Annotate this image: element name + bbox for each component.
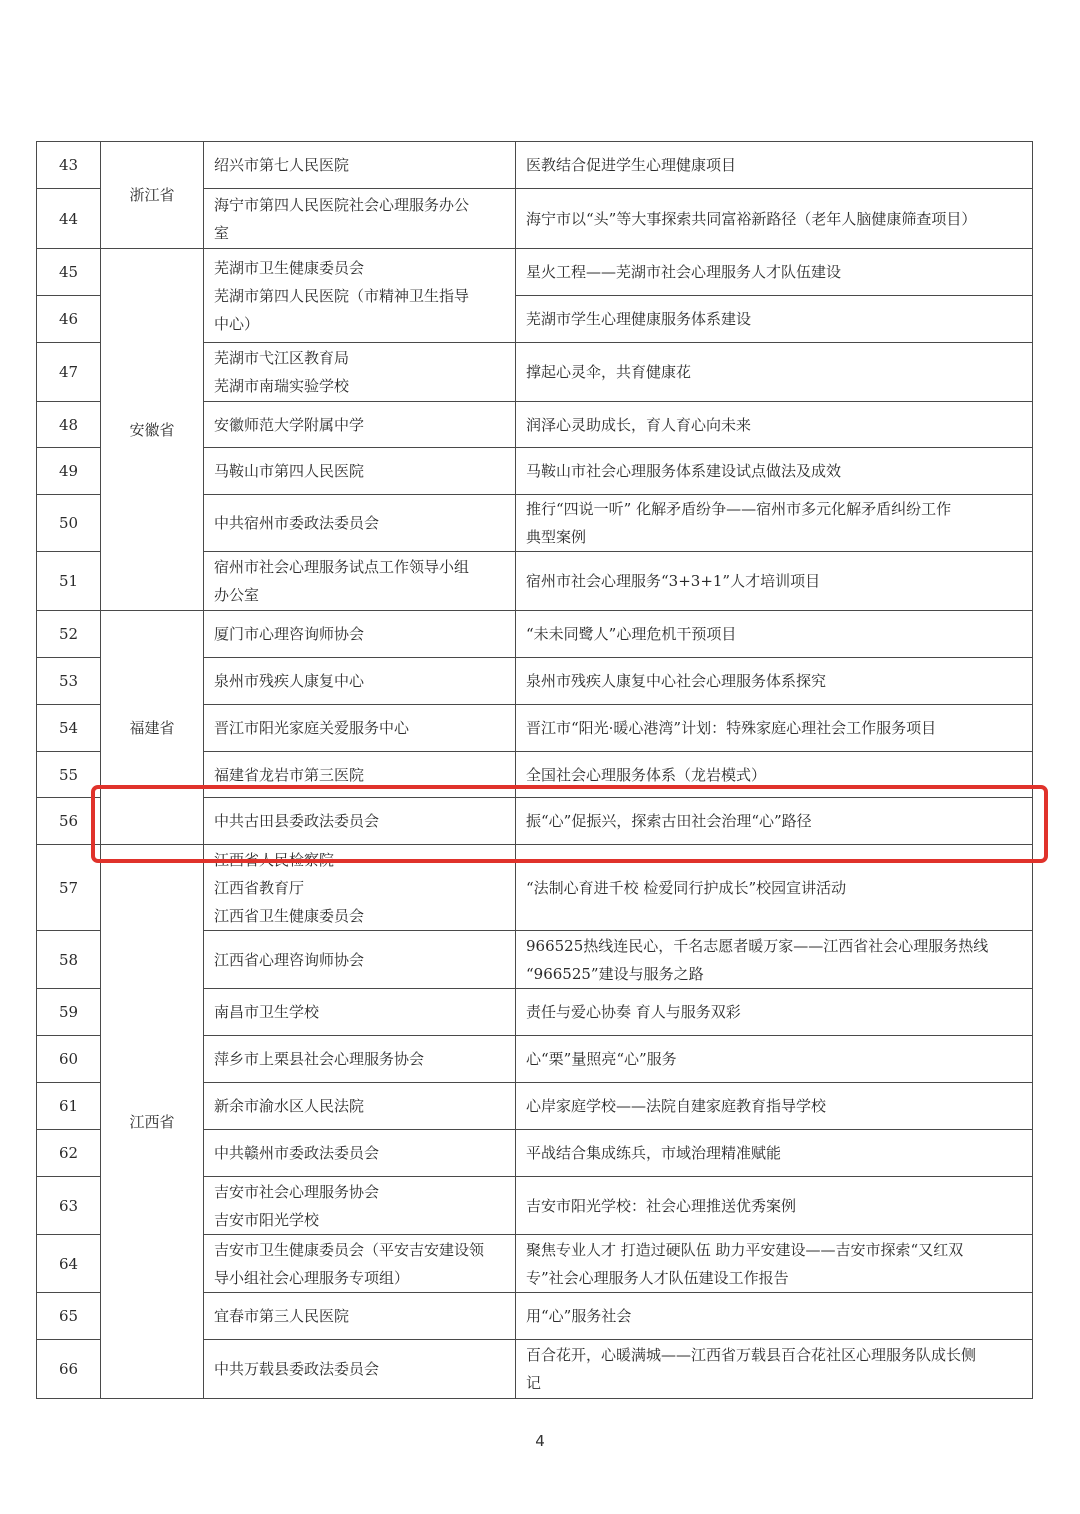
page-number: 4 — [535, 1432, 545, 1450]
row-number: 61 — [37, 1083, 101, 1130]
row-number: 58 — [37, 931, 101, 989]
organization-cell: 江西省心理咨询师协会 — [204, 931, 516, 989]
organization-cell: 宿州市社会心理服务试点工作领导小组 办公室 — [204, 552, 516, 611]
row-number: 56 — [37, 798, 101, 845]
project-cell: 撑起心灵伞，共育健康花 — [516, 343, 1033, 402]
row-number: 63 — [37, 1177, 101, 1235]
project-cell: 泉州市残疾人康复中心社会心理服务体系探究 — [516, 658, 1033, 705]
row-number: 52 — [37, 611, 101, 658]
row-number: 60 — [37, 1036, 101, 1083]
organization-cell: 芜湖市弋江区教育局 芜湖市南瑞实验学校 — [204, 343, 516, 402]
project-cell: 966525热线连民心，千名志愿者暖万家——江西省社会心理服务热线 “966525”建设与服务之路 — [516, 931, 1033, 989]
organization-cell: 萍乡市上栗县社会心理服务协会 — [204, 1036, 516, 1083]
province-cell: 福建省 — [101, 611, 204, 845]
project-cell: 用“心”服务社会 — [516, 1293, 1033, 1340]
row-number: 64 — [37, 1235, 101, 1293]
organization-cell: 厦门市心理咨询师协会 — [204, 611, 516, 658]
organization-cell: 吉安市社会心理服务协会 吉安市阳光学校 — [204, 1177, 516, 1235]
row-number: 55 — [37, 752, 101, 798]
project-cell: 马鞍山市社会心理服务体系建设试点做法及成效 — [516, 448, 1033, 495]
project-cell: “未未同鹭人”心理危机干预项目 — [516, 611, 1033, 658]
organization-cell: 中共赣州市委政法委员会 — [204, 1130, 516, 1177]
row-number: 49 — [37, 448, 101, 495]
organization-cell: 福建省龙岩市第三医院 — [204, 752, 516, 798]
row-number: 65 — [37, 1293, 101, 1340]
row-number: 66 — [37, 1340, 101, 1399]
organization-cell: 中共宿州市委政法委员会 — [204, 495, 516, 552]
organization-cell: 中共万载县委政法委员会 — [204, 1340, 516, 1399]
province-cell: 江西省 — [101, 845, 204, 1399]
project-cell: 芜湖市学生心理健康服务体系建设 — [516, 296, 1033, 343]
row-number: 62 — [37, 1130, 101, 1177]
organization-cell: 宜春市第三人民医院 — [204, 1293, 516, 1340]
province-cell: 安徽省 — [101, 249, 204, 611]
organization-cell: 马鞍山市第四人民医院 — [204, 448, 516, 495]
table-row — [37, 845, 1033, 931]
project-cell: 润泽心灵助成长，育人育心向未来 — [516, 402, 1033, 448]
organization-cell: 中共古田县委政法委员会 — [204, 798, 516, 845]
project-cell: 推行“四说一听” 化解矛盾纷争——宿州市多元化解矛盾纠纷工作 典型案例 — [516, 495, 1033, 552]
project-cell: 星火工程——芜湖市社会心理服务人才队伍建设 — [516, 249, 1033, 296]
organization-cell: 芜湖市卫生健康委员会 芜湖市第四人民医院（市精神卫生指导 中心） — [204, 249, 516, 343]
project-cell: 聚焦专业人才 打造过硬队伍 助力平安建设——吉安市探索“又红双 专”社会心理服务人才队伍建设工作报告 — [516, 1235, 1033, 1293]
project-cell: 晋江市“阳光·暖心港湾”计划：特殊家庭心理社会工作服务项目 — [516, 705, 1033, 752]
organization-cell: 南昌市卫生学校 — [204, 989, 516, 1036]
organization-cell: 晋江市阳光家庭关爱服务中心 — [204, 705, 516, 752]
project-cell: 医教结合促进学生心理健康项目 — [516, 142, 1033, 189]
organization-cell: 安徽师范大学附属中学 — [204, 402, 516, 448]
table-row — [37, 249, 1033, 296]
province-cell: 浙江省 — [101, 142, 204, 249]
row-number: 44 — [37, 189, 101, 249]
project-cell: “法制心育进千校 检爱同行护成长”校园宣讲活动 — [516, 845, 1033, 931]
organization-cell: 泉州市残疾人康复中心 — [204, 658, 516, 705]
organization-cell: 吉安市卫生健康委员会（平安吉安建设领 导小组社会心理服务专项组） — [204, 1235, 516, 1293]
organization-cell: 江西省人民检察院 江西省教育厅 江西省卫生健康委员会 — [204, 845, 516, 931]
row-number: 47 — [37, 343, 101, 402]
row-number: 45 — [37, 249, 101, 296]
row-number: 54 — [37, 705, 101, 752]
project-cell: 心“栗”量照亮“心”服务 — [516, 1036, 1033, 1083]
project-cell: 全国社会心理服务体系（龙岩模式） — [516, 752, 1033, 798]
row-number: 48 — [37, 402, 101, 448]
organization-cell: 海宁市第四人民医院社会心理服务办公 室 — [204, 189, 516, 249]
row-number: 59 — [37, 989, 101, 1036]
award-list-table — [36, 141, 1033, 1399]
project-cell: 心岸家庭学校——法院自建家庭教育指导学校 — [516, 1083, 1033, 1130]
row-number: 50 — [37, 495, 101, 552]
row-number: 46 — [37, 296, 101, 343]
project-cell: 振“心”促振兴，探索古田社会治理“心”路径 — [516, 798, 1033, 845]
project-cell: 宿州市社会心理服务“3+3+1”人才培训项目 — [516, 552, 1033, 611]
row-number: 51 — [37, 552, 101, 611]
project-cell: 责任与爱心协奏 育人与服务双彩 — [516, 989, 1033, 1036]
project-cell: 海宁市以“头”等大事探索共同富裕新路径（老年人脑健康筛查项目） — [516, 189, 1033, 249]
row-number: 53 — [37, 658, 101, 705]
project-cell: 平战结合集成练兵，市域治理精准赋能 — [516, 1130, 1033, 1177]
row-number: 43 — [37, 142, 101, 189]
organization-cell: 新余市渝水区人民法院 — [204, 1083, 516, 1130]
table-row — [37, 142, 1033, 189]
table-row — [37, 611, 1033, 658]
project-cell: 吉安市阳光学校：社会心理推送优秀案例 — [516, 1177, 1033, 1235]
row-number: 57 — [37, 845, 101, 931]
project-cell: 百合花开，心暖满城——江西省万载县百合花社区心理服务队成长侧 记 — [516, 1340, 1033, 1399]
organization-cell: 绍兴市第七人民医院 — [204, 142, 516, 189]
